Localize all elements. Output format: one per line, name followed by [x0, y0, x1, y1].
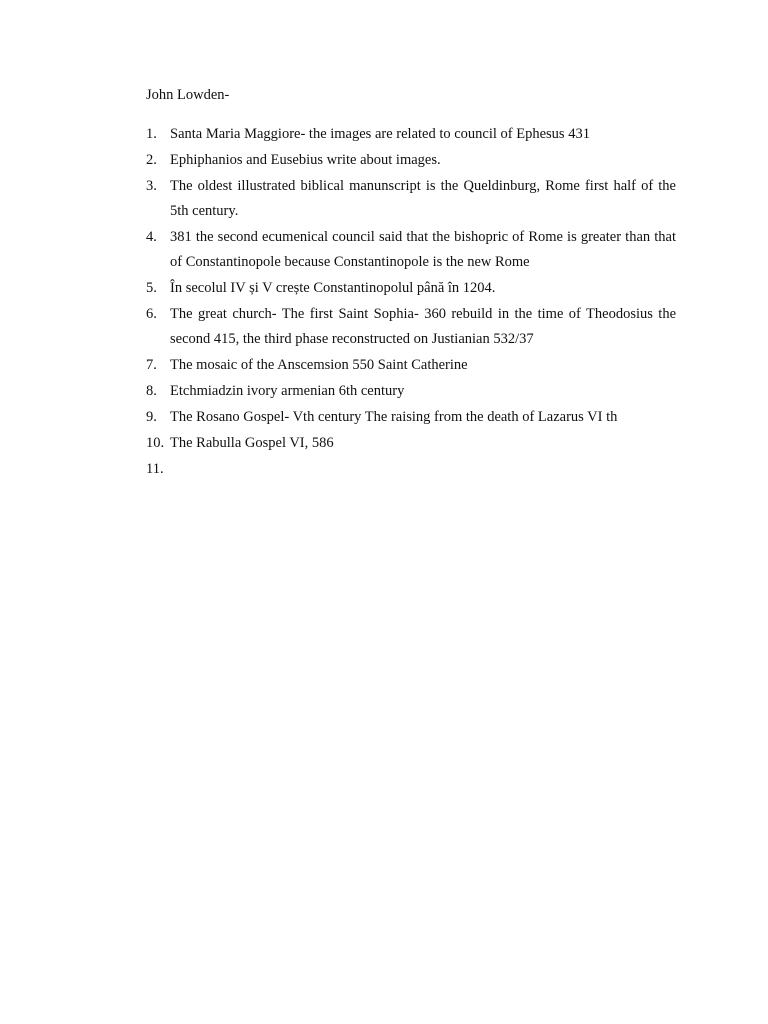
- document-heading: John Lowden-: [146, 87, 230, 103]
- list-item-number: 1.: [146, 126, 157, 142]
- list-item-text: 381 the second ecumenical council said that the bishopric of Rome is greater than that of Constantinopole because Constantinopole is the new Rome: [170, 229, 676, 270]
- list-item-text: [170, 457, 676, 482]
- list-item: [146, 276, 676, 301]
- list-item-text: The Rabulla Gospel VI, 586: [170, 435, 334, 451]
- list-item: [146, 431, 676, 456]
- list-item: [146, 122, 676, 147]
- list-item-text: Etchmiadzin ivory armenian 6th century: [170, 383, 405, 399]
- list-item: [146, 457, 676, 482]
- list-item: [146, 148, 676, 173]
- list-item-number: 7.: [146, 357, 157, 373]
- list-item-number: 9.: [146, 409, 157, 425]
- list-item-text: Ephiphanios and Eusebius write about images.: [170, 152, 441, 168]
- numbered-list: [146, 122, 676, 483]
- list-item-text: The oldest illustrated biblical manunscript is the Queldinburg, Rome first half of the 5th century.: [170, 178, 676, 219]
- list-item: [146, 225, 676, 275]
- list-item-number: 4.: [146, 229, 157, 245]
- list-item: [146, 405, 676, 430]
- list-item-number: 3.: [146, 178, 157, 194]
- list-item: [146, 379, 676, 404]
- list-item-text: Santa Maria Maggiore- the images are related to council of Ephesus 431: [170, 126, 590, 142]
- list-item: [146, 174, 676, 224]
- list-item-text: The great church- The first Saint Sophia- 360 rebuild in the time of Theodosius the second 415, the third phase reconstructed on Justianian 532/37: [170, 306, 676, 347]
- list-item-number: 8.: [146, 383, 157, 399]
- list-item-text: The mosaic of the Anscemsion 550 Saint Catherine: [170, 357, 468, 373]
- list-item: [146, 353, 676, 378]
- list-item-number: 2.: [146, 152, 157, 168]
- list-item-number: 5.: [146, 280, 157, 296]
- list-item-number: 10.: [146, 435, 165, 451]
- list-item-number: 11.: [146, 461, 164, 477]
- list-item: [146, 302, 676, 352]
- list-item-number: 6.: [146, 306, 157, 322]
- list-item-text: The Rosano Gospel- Vth century The raising from the death of Lazarus VI th: [170, 409, 618, 425]
- list-item-text: În secolul IV și V crește Constantinopolul până în 1204.: [170, 280, 496, 296]
